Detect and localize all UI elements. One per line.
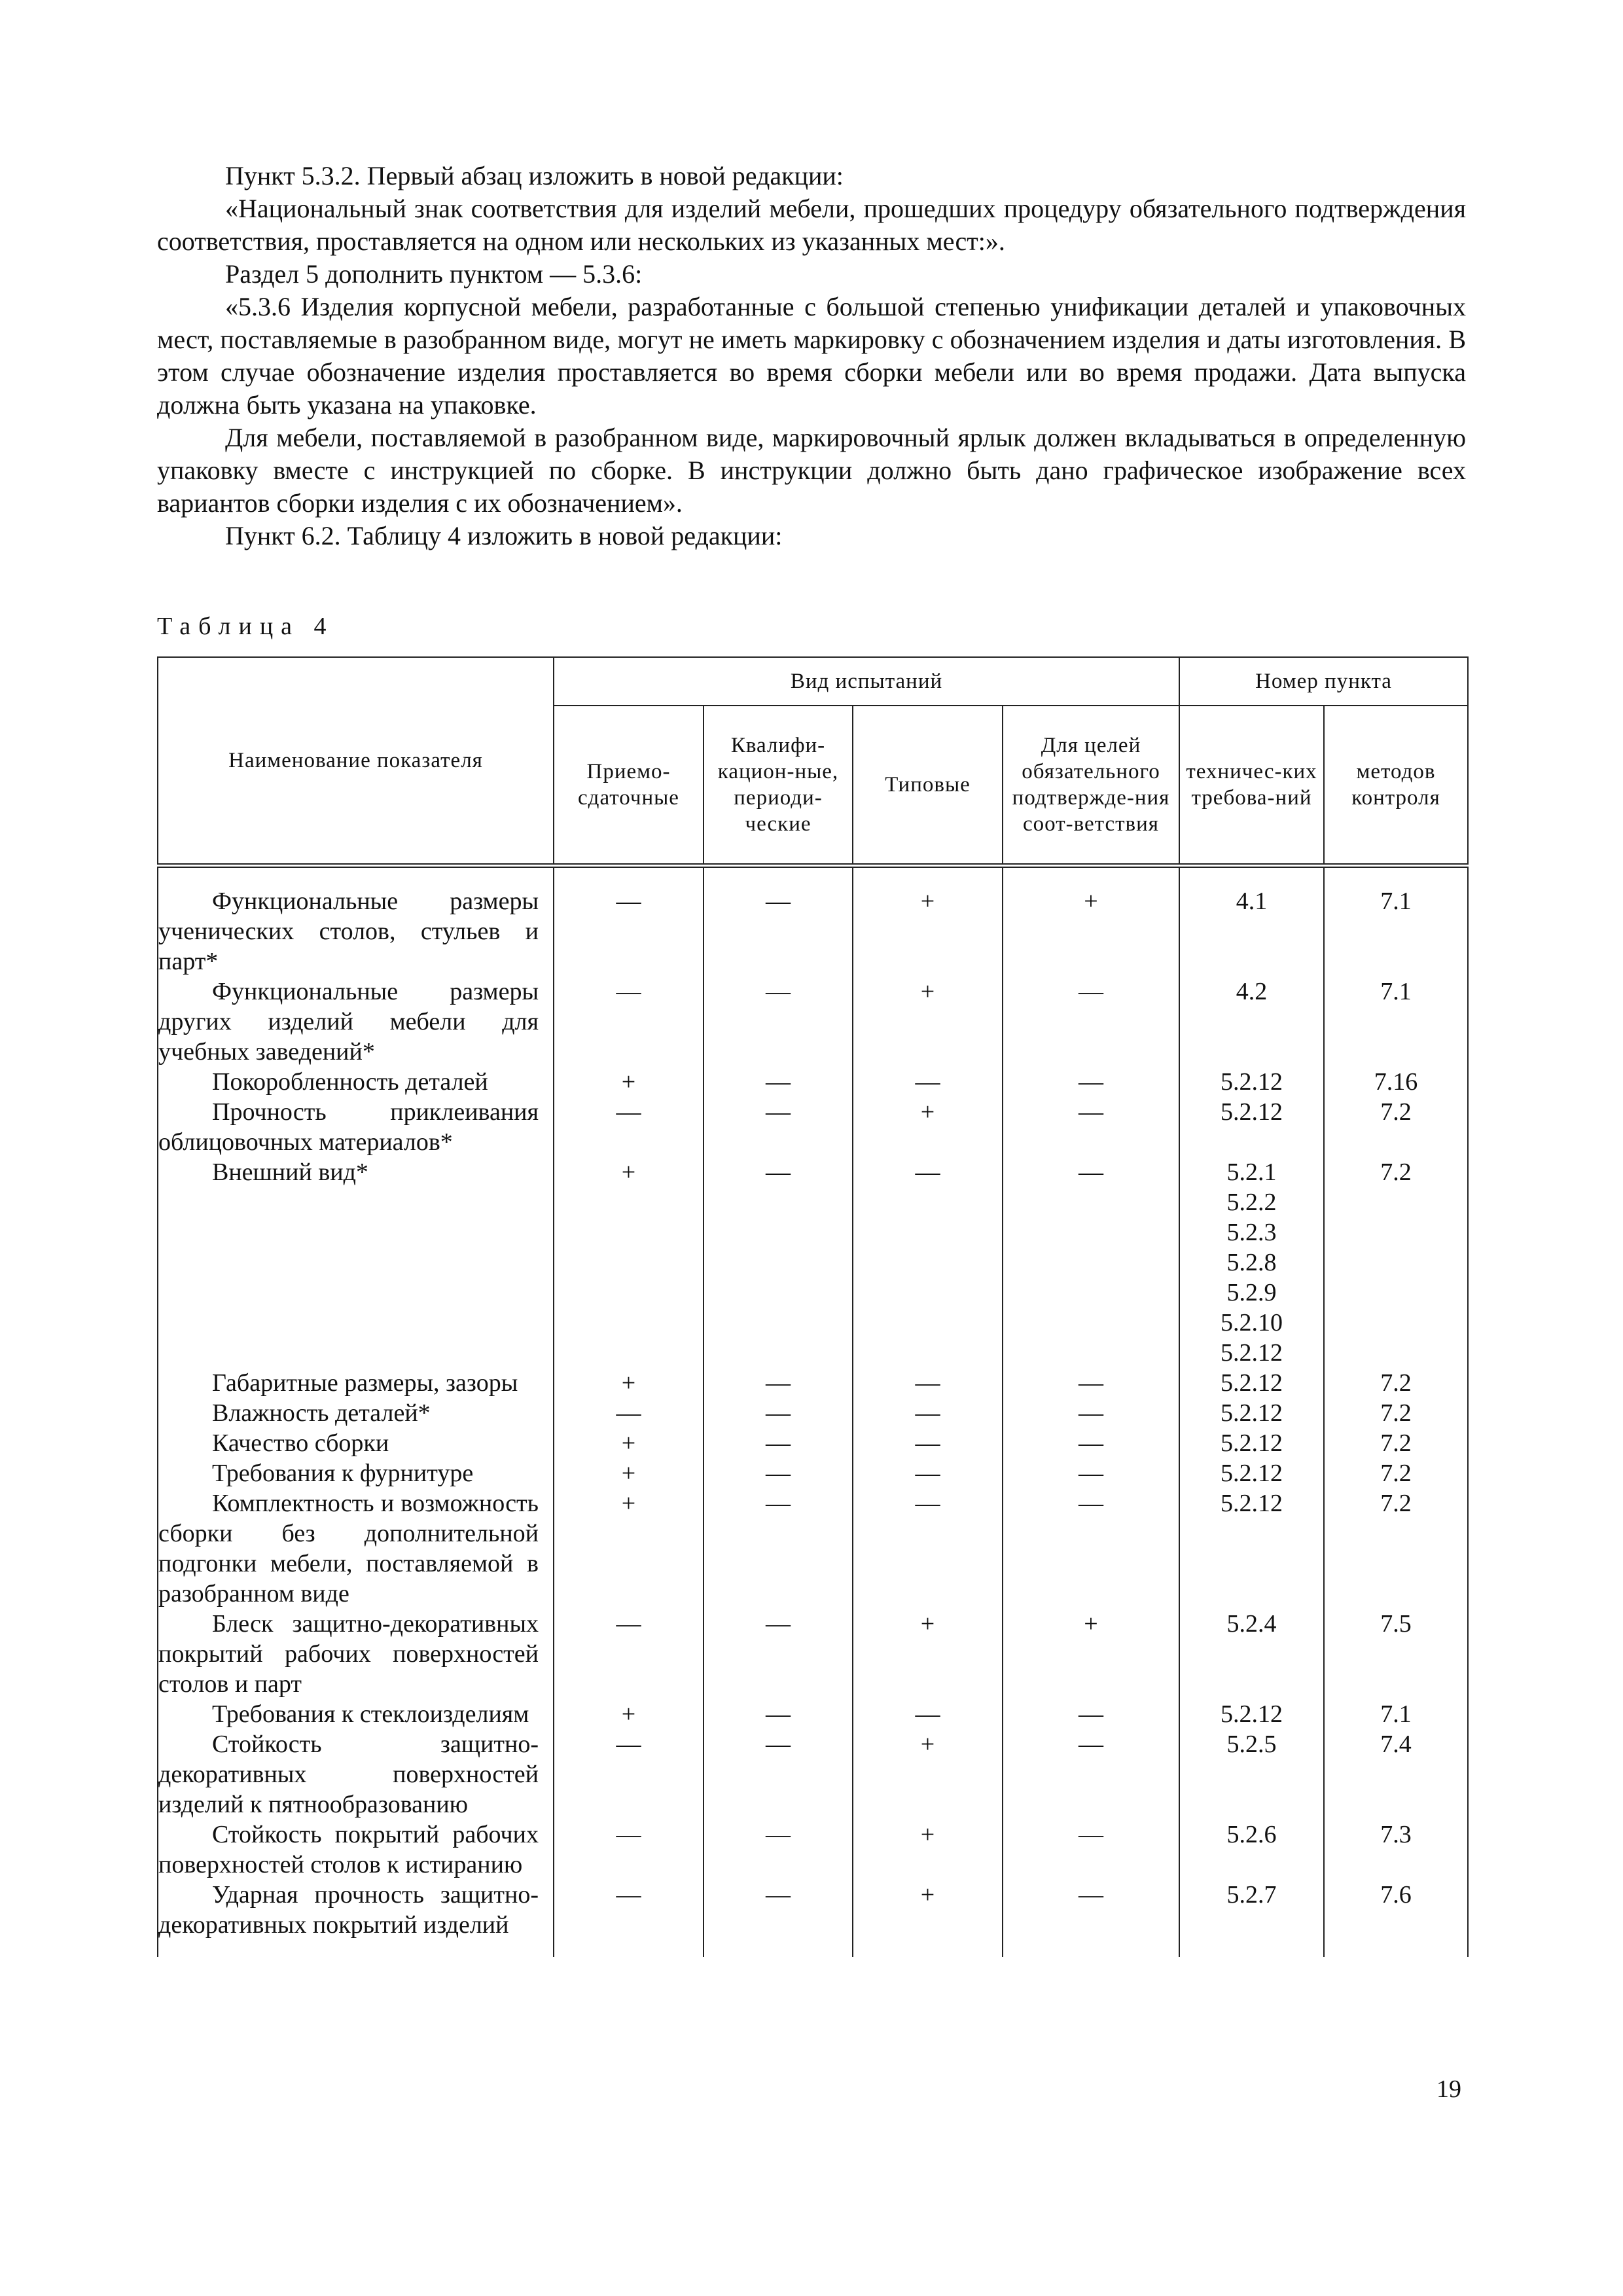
paragraph: «Национальный знак соответствия для изделий мебели, прошедших процедуру обязательного подтверждения соответствия, проставляется на одном или нескольких из указанных мест:». — [157, 194, 1466, 256]
table-row — [158, 1488, 1468, 1609]
cell-control-method: 7.5 — [1324, 1609, 1468, 1699]
indicator-name-text: Функциональные размеры других изделий мебели для учебных заведений* — [158, 978, 539, 1066]
table-row — [158, 1368, 1468, 1398]
cell-typical: + — [853, 1880, 1003, 1957]
cell-typical: + — [853, 977, 1003, 1067]
cell-typical: — — [853, 1488, 1003, 1609]
cell-control-method: 7.2 — [1324, 1157, 1468, 1368]
cell-control-method: 7.6 — [1324, 1880, 1468, 1957]
cell-qualification: — — [704, 1368, 853, 1398]
cell-typical: — — [853, 1699, 1003, 1729]
cell-certification: — — [1003, 1820, 1179, 1880]
cell-certification: — — [1003, 1157, 1179, 1368]
indicator-name — [158, 1157, 554, 1368]
table-4 — [157, 656, 1469, 1957]
cell-certification: — — [1003, 1880, 1179, 1957]
cell-qualification: — — [704, 1699, 853, 1729]
header-test-types: Вид испытаний — [554, 657, 1179, 706]
cell-control-method: 7.1 — [1324, 977, 1468, 1067]
indicator-name — [158, 1488, 554, 1609]
paragraph: Пункт 5.3.2. Первый абзац изложить в новой редакции: — [225, 161, 844, 190]
indicator-name — [158, 1368, 554, 1398]
indicator-name — [158, 977, 554, 1067]
indicator-name — [158, 1820, 554, 1880]
table-row — [158, 1458, 1468, 1488]
indicator-name — [158, 1458, 554, 1488]
cell-control-method: 7.2 — [1324, 1458, 1468, 1488]
indicator-name-text: Стойкость защитно-декоративных поверхностей изделий к пятнообразованию — [158, 1731, 539, 1818]
table-row — [158, 1398, 1468, 1428]
table-row — [158, 1880, 1468, 1957]
cell-certification: — — [1003, 1398, 1179, 1428]
cell-tech-requirements: 5.2.12 — [1179, 1398, 1324, 1428]
cell-tech-requirements — [1179, 1157, 1324, 1368]
paragraph: Пункт 6.2. Таблицу 4 изложить в новой редакции: — [225, 521, 783, 550]
cell-control-method: 7.16 — [1324, 1067, 1468, 1097]
cell-acceptance: — — [554, 977, 704, 1067]
cell-acceptance: — — [554, 1729, 704, 1820]
cell-typical: — — [853, 1458, 1003, 1488]
indicator-name-text: Стойкость покрытий рабочих поверхностей столов к истиранию — [158, 1821, 539, 1878]
cell-qualification: — — [704, 1609, 853, 1699]
table-row — [158, 1067, 1468, 1097]
cell-typical: — — [853, 1157, 1003, 1368]
table-row — [158, 1097, 1468, 1157]
cell-qualification: — — [704, 1398, 853, 1428]
indicator-name-text: Габаритные размеры, зазоры — [212, 1369, 518, 1397]
cell-qualification: — — [704, 1488, 853, 1609]
indicator-name — [158, 1398, 554, 1428]
indicator-name-text: Влажность деталей* — [212, 1399, 431, 1427]
cell-acceptance: — — [554, 866, 704, 977]
cell-control-method: 7.2 — [1324, 1368, 1468, 1398]
cell-control-method: 7.1 — [1324, 1699, 1468, 1729]
table-caption: Таблица 4 — [157, 613, 334, 640]
cell-typical: + — [853, 866, 1003, 977]
indicator-name — [158, 1729, 554, 1820]
indicator-name-text: Комплектность и возможность сборки без дополнительной подгонки мебели, поставляемой в разобранном виде — [158, 1490, 539, 1607]
cell-typical: + — [853, 1609, 1003, 1699]
cell-tech-requirements: 5.2.4 — [1179, 1609, 1324, 1699]
cell-tech-requirements: 4.1 — [1179, 866, 1324, 977]
table-row — [158, 1699, 1468, 1729]
cell-certification: — — [1003, 977, 1179, 1067]
table-row — [158, 1157, 1468, 1368]
cell-certification: + — [1003, 1609, 1179, 1699]
cell-typical: + — [853, 1729, 1003, 1820]
cell-control-method: 7.2 — [1324, 1097, 1468, 1157]
cell-tech-requirements: 5.2.12 — [1179, 1368, 1324, 1398]
cell-qualification: — — [704, 1067, 853, 1097]
intro-text — [157, 160, 1466, 552]
cell-qualification: — — [704, 1820, 853, 1880]
indicator-name-text: Внешний вид* — [212, 1158, 368, 1186]
cell-acceptance: + — [554, 1368, 704, 1398]
table-body — [158, 866, 1468, 1958]
cell-typical: — — [853, 1428, 1003, 1458]
cell-control-method: 7.2 — [1324, 1398, 1468, 1428]
cell-qualification: — — [704, 866, 853, 977]
indicator-name-text: Требования к стеклоизделиям — [212, 1700, 529, 1728]
cell-typical: — — [853, 1067, 1003, 1097]
indicator-name-text: Блеск защитно-декоративных покрытий рабочих поверхностей столов и парт — [158, 1610, 539, 1698]
cell-qualification: — — [704, 1880, 853, 1957]
indicator-name-text: Ударная прочность защитно-декоративных покрытий изделий — [158, 1881, 539, 1939]
tech-requirement-ref: 5.2.9 — [1226, 1279, 1277, 1306]
cell-typical: — — [853, 1368, 1003, 1398]
cell-certification: — — [1003, 1458, 1179, 1488]
indicator-name-text: Качество сборки — [212, 1429, 389, 1457]
cell-acceptance: + — [554, 1067, 704, 1097]
cell-acceptance: + — [554, 1157, 704, 1368]
cell-qualification: — — [704, 1458, 853, 1488]
cell-control-method: 7.2 — [1324, 1428, 1468, 1458]
cell-certification: — — [1003, 1729, 1179, 1820]
indicator-name — [158, 1880, 554, 1957]
indicator-name-text: Функциональные размеры ученических столов, стульев и парт* — [158, 888, 539, 975]
table-row — [158, 977, 1468, 1067]
paragraph: «5.3.6 Изделия корпусной мебели, разработанные с большой степенью унификации деталей и упаковочных мест, поставляемые в разобранном виде, могут не иметь маркировку с обозначением изделия и даты изготовления. В этом случае обозначение изделия проставляется во время сборки мебели или во время продажи. Дата выпуска должна быть указана на упаковке. — [157, 292, 1466, 420]
cell-certification: + — [1003, 866, 1179, 977]
indicator-name — [158, 1428, 554, 1458]
cell-qualification: — — [704, 1428, 853, 1458]
table-row — [158, 1609, 1468, 1699]
cell-acceptance: — — [554, 1820, 704, 1880]
cell-qualification: — — [704, 1729, 853, 1820]
cell-certification: — — [1003, 1097, 1179, 1157]
cell-control-method: 7.4 — [1324, 1729, 1468, 1820]
cell-acceptance: + — [554, 1458, 704, 1488]
header-typical: Типовые — [853, 706, 1003, 866]
table-row — [158, 1820, 1468, 1880]
table-row — [158, 1729, 1468, 1820]
cell-qualification: — — [704, 977, 853, 1067]
indicator-name-text: Покоробленность деталей — [212, 1068, 488, 1096]
tech-requirement-ref: 5.2.3 — [1226, 1219, 1277, 1246]
paragraph: Раздел 5 дополнить пунктом — 5.3.6: — [225, 259, 643, 289]
cell-tech-requirements: 5.2.7 — [1179, 1880, 1324, 1957]
tech-requirement-ref: 5.2.10 — [1221, 1309, 1283, 1336]
cell-tech-requirements: 5.2.12 — [1179, 1097, 1324, 1157]
tech-requirement-ref: 5.2.12 — [1221, 1339, 1283, 1367]
indicator-name-text: Прочность приклеивания облицовочных материалов* — [158, 1098, 539, 1156]
cell-acceptance: — — [554, 1097, 704, 1157]
cell-certification: — — [1003, 1488, 1179, 1609]
cell-acceptance: + — [554, 1488, 704, 1609]
header-acceptance: Приемо-сдаточные — [554, 706, 704, 866]
cell-qualification: — — [704, 1097, 853, 1157]
tech-requirement-ref: 5.2.8 — [1226, 1249, 1277, 1276]
indicator-name — [158, 1699, 554, 1729]
cell-qualification: — — [704, 1157, 853, 1368]
cell-control-method: 7.1 — [1324, 866, 1468, 977]
cell-acceptance: + — [554, 1428, 704, 1458]
tech-requirement-ref: 5.2.1 — [1226, 1158, 1277, 1186]
cell-acceptance: — — [554, 1609, 704, 1699]
cell-acceptance: — — [554, 1880, 704, 1957]
cell-acceptance: + — [554, 1699, 704, 1729]
header-qualification: Квалифи-кацион-ные, периоди-ческие — [704, 706, 853, 866]
header-clause-number: Номер пункта — [1179, 657, 1468, 706]
indicator-name — [158, 1067, 554, 1097]
cell-tech-requirements: 4.2 — [1179, 977, 1324, 1067]
cell-typical: + — [853, 1097, 1003, 1157]
header-control-methods: методов контроля — [1324, 706, 1468, 866]
header-certification: Для целей обязательного подтвержде-ния соот-ветствия — [1003, 706, 1179, 866]
cell-certification: — — [1003, 1699, 1179, 1729]
cell-tech-requirements: 5.2.6 — [1179, 1820, 1324, 1880]
cell-control-method: 7.2 — [1324, 1488, 1468, 1609]
cell-certification: — — [1003, 1067, 1179, 1097]
indicator-name — [158, 1097, 554, 1157]
table-row — [158, 866, 1468, 977]
cell-tech-requirements: 5.2.12 — [1179, 1428, 1324, 1458]
cell-tech-requirements: 5.2.12 — [1179, 1488, 1324, 1609]
page-number: 19 — [1436, 2075, 1461, 2103]
table-row — [158, 1428, 1468, 1458]
indicator-name — [158, 1609, 554, 1699]
cell-typical: — — [853, 1398, 1003, 1428]
cell-tech-requirements: 5.2.12 — [1179, 1699, 1324, 1729]
cell-acceptance: — — [554, 1398, 704, 1428]
cell-tech-requirements: 5.2.5 — [1179, 1729, 1324, 1820]
paragraph: Для мебели, поставляемой в разобранном виде, маркировочный ярлык должен вкладываться в определенную упаковку вместе с инструкцией по сборке. В инструкции должно быть дано графическое изображение всех вариантов сборки изделия с их обозначением». — [157, 423, 1466, 518]
cell-typical: + — [853, 1820, 1003, 1880]
cell-certification: — — [1003, 1428, 1179, 1458]
cell-tech-requirements: 5.2.12 — [1179, 1067, 1324, 1097]
indicator-name-text: Требования к фурнитуре — [212, 1460, 474, 1487]
cell-tech-requirements: 5.2.12 — [1179, 1458, 1324, 1488]
header-tech-requirements: техничес-ких требова-ний — [1179, 706, 1324, 866]
indicator-name — [158, 866, 554, 977]
cell-certification: — — [1003, 1368, 1179, 1398]
header-name: Наименование показателя — [158, 657, 554, 866]
cell-control-method: 7.3 — [1324, 1820, 1468, 1880]
tech-requirement-ref: 5.2.2 — [1226, 1189, 1277, 1216]
